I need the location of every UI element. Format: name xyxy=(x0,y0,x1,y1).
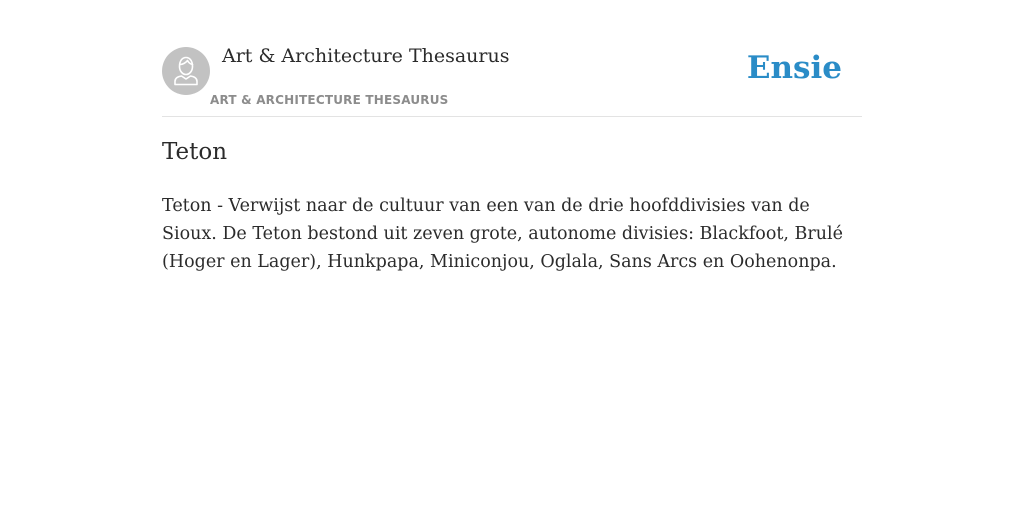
source-subtitle[interactable]: ART & ARCHITECTURE THESAURUS xyxy=(210,93,449,107)
user-icon xyxy=(162,47,210,95)
source-header xyxy=(162,0,862,117)
term-definition: Teton - Verwijst naar de cultuur van een van de drie hoofddivisies van de Sioux. De Teton bestond uit zeven grote, autonome divisies: Blackfoot, Brulé (Hoger en Lager), Hunkpapa, Miniconjou, Oglala, Sans Arcs en Oohenonpa. xyxy=(162,196,843,272)
avatar[interactable] xyxy=(162,47,210,95)
ensie-logo[interactable]: Ensie xyxy=(746,50,842,86)
source-title[interactable]: Art & Architecture Thesaurus xyxy=(222,45,510,67)
page-container xyxy=(162,0,862,272)
term-title: Teton xyxy=(162,139,228,165)
